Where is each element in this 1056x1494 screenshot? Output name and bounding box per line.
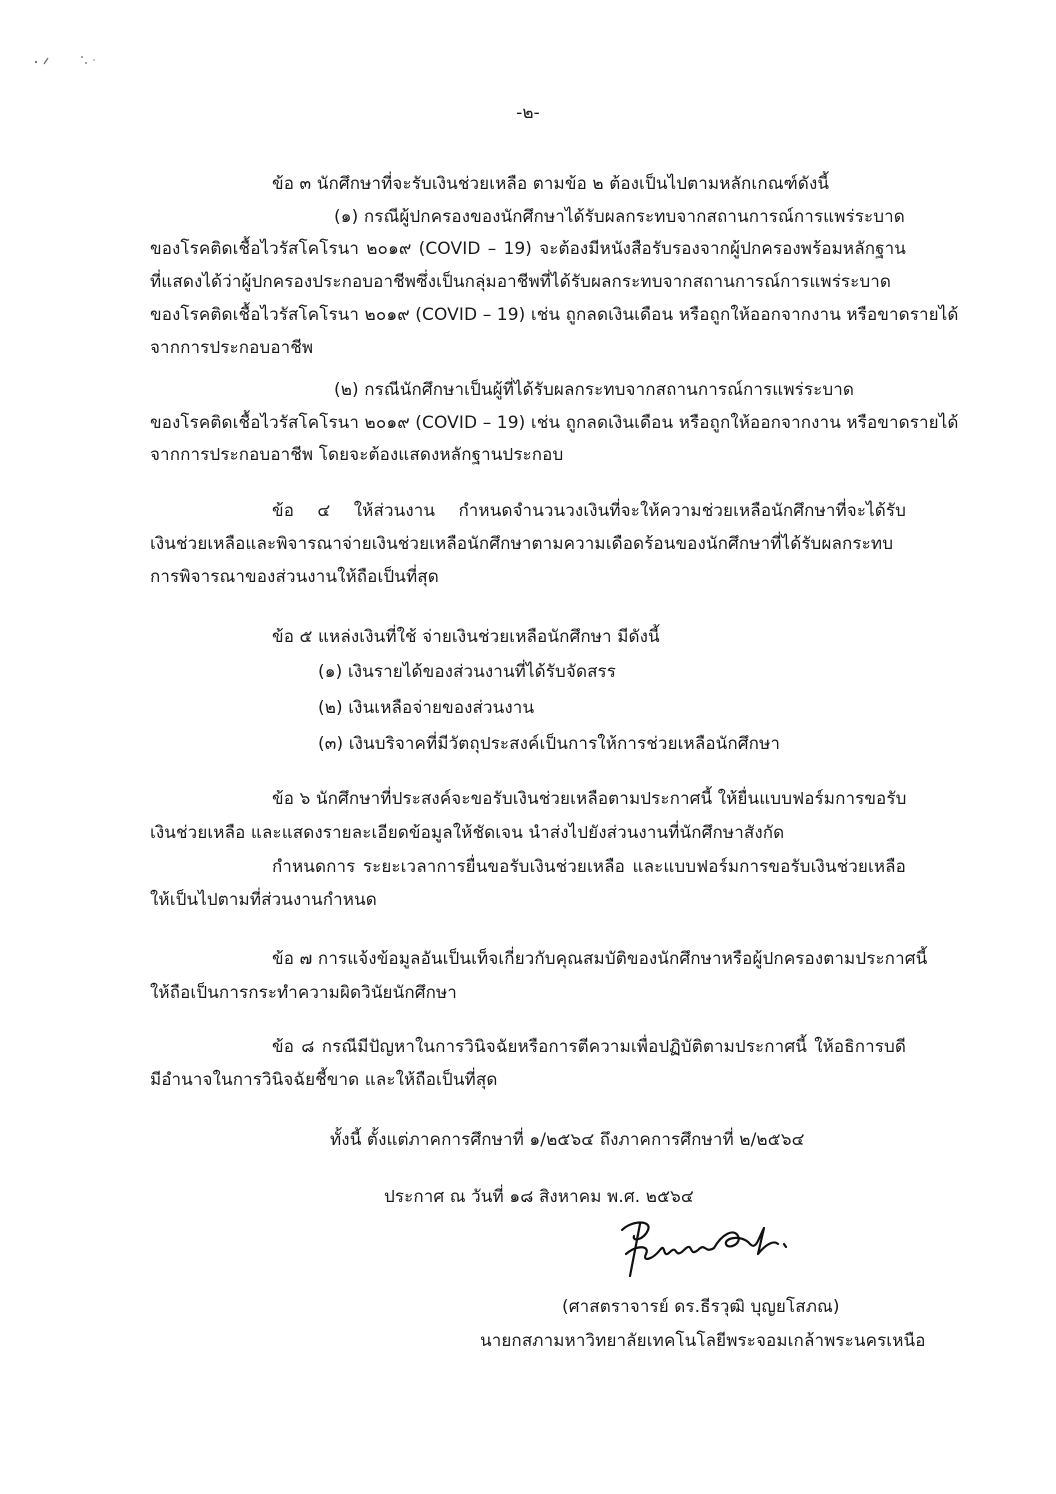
page-number: -๒-: [516, 103, 540, 123]
clause-5-heading: ข้อ ๕ แหล่งเงินที่ใช้ จ่ายเงินช่วยเหลือนักศึกษา มีดังนี้: [272, 627, 660, 647]
clause-7-line-1: ข้อ ๗ การแจ้งข้อมูลอันเป็นเท็จเกี่ยวกับคุณสมบัติของนักศึกษาหรือผู้ปกครองตามประกาศนี้: [272, 949, 928, 969]
clause-3-item-1-line-3: ที่แสดงได้ว่าผู้ปกครองประกอบอาชีพซึ่งเป็นกลุ่มอาชีพที่ได้รับผลกระทบจากสถานการณ์การแพร่ระบาด: [150, 272, 892, 292]
clause-3-item-2-line-1: (๒) กรณีนักศึกษาเป็นผู้ที่ได้รับผลกระทบจากสถานการณ์การแพร่ระบาด: [334, 380, 855, 400]
clause-6-line-2: เงินช่วยเหลือ และแสดงรายละเอียดข้อมูลให้ชัดเจน นำส่งไปยังส่วนงานที่นักศึกษาสังกัด: [150, 823, 785, 843]
clause-3-heading: ข้อ ๓ นักศึกษาที่จะรับเงินช่วยเหลือ ตามข้อ ๒ ต้องเป็นไปตามหลักเกณฑ์ดังนี้: [272, 174, 830, 194]
clause-8-line-1: ข้อ ๘ กรณีมีปัญหาในการวินิจฉัยหรือการตีความเพื่อปฏิบัติตามประกาศนี้ ให้อธิการบดี: [272, 1037, 906, 1057]
clause-3-item-1-line-1: (๑) กรณีผู้ปกครองของนักศึกษาได้รับผลกระทบจากสถานการณ์การแพร่ระบาด: [334, 207, 905, 227]
clause-3-item-1-line-4: ของโรคติดเชื้อไวรัสโคโรนา ๒๐๑๙ (COVID – 19) เช่น ถูกลดเงินเดือน หรือถูกให้ออกจากงาน หรือขาดรายได้: [150, 305, 959, 325]
clause-8-line-2: มีอำนาจในการวินิจฉัยชี้ขาด และให้ถือเป็นที่สุด: [150, 1070, 498, 1090]
effective-period: ทั้งนี้ ตั้งแต่ภาคการศึกษาที่ ๑/๒๕๖๔ ถึงภาคการศึกษาที่ ๒/๒๕๖๔: [330, 1130, 805, 1150]
clause-3-item-1-line-5: จากการประกอบอาชีพ: [150, 338, 314, 358]
clause-6-line-3: กำหนดการ ระยะเวลาการยื่นขอรับเงินช่วยเหลือ และแบบฟอร์มการขอรับเงินช่วยเหลือ: [272, 857, 906, 877]
clause-5-item-3: (๓) เงินบริจาคที่มีวัตถุประสงค์เป็นการให้การช่วยเหลือนักศึกษา: [318, 734, 781, 754]
announcement-date: ประกาศ ณ วันที่ ๑๘ สิงหาคม พ.ศ. ๒๕๖๔: [384, 1187, 694, 1207]
clause-5-item-1: (๑) เงินรายได้ของส่วนงานที่ได้รับจัดสรร: [318, 662, 617, 682]
clause-7-line-2: ให้ถือเป็นการกระทำความผิดวินัยนักศึกษา: [150, 983, 457, 1003]
clause-6-line-1: ข้อ ๖ นักศึกษาที่ประสงค์จะขอรับเงินช่วยเหลือตามประกาศนี้ ให้ยื่นแบบฟอร์มการขอรับ: [272, 789, 907, 809]
clause-3-item-1-line-2: ของโรคติดเชื้อไวรัสโคโรนา ๒๐๑๙ (COVID – 19) จะต้องมีหนังสือรับรองจากผู้ปกครองพร้อมหลักฐาน: [150, 239, 906, 259]
clause-6-line-4: ให้เป็นไปตามที่ส่วนงานกำหนด: [150, 890, 377, 910]
clause-4-line-3: การพิจารณาของส่วนงานให้ถือเป็นที่สุด: [150, 567, 439, 587]
clause-4-line-1: ข้อ ๔ ให้ส่วนงาน กำหนดจำนวนวงเงินที่จะให้ความช่วยเหลือนักศึกษาที่จะได้รับ: [272, 501, 906, 521]
clause-5-item-2: (๒) เงินเหลือจ่ายของส่วนงาน: [318, 698, 535, 718]
clause-4-line-2: เงินช่วยเหลือและพิจารณาจ่ายเงินช่วยเหลือนักศึกษาตามความเดือดร้อนของนักศึกษาที่ได้รับผลกระทบ: [150, 534, 894, 554]
clause-3-item-2-line-3: จากการประกอบอาชีพ โดยจะต้องแสดงหลักฐานประกอบ: [150, 445, 564, 465]
scan-specks: [30, 50, 110, 70]
handwritten-signature: [608, 1214, 798, 1280]
signatory-position: นายกสภามหาวิทยาลัยเทคโนโลยีพระจอมเกล้าพระนครเหนือ: [480, 1331, 926, 1351]
clause-3-item-2-line-2: ของโรคติดเชื้อไวรัสโคโรนา ๒๐๑๙ (COVID – 19) เช่น ถูกลดเงินเดือน หรือถูกให้ออกจากงาน หรือขาดรายได้: [150, 413, 959, 433]
signatory-name: (ศาสตราจารย์ ดร.ธีรวุฒิ บุญยโสภณ): [562, 1297, 840, 1317]
